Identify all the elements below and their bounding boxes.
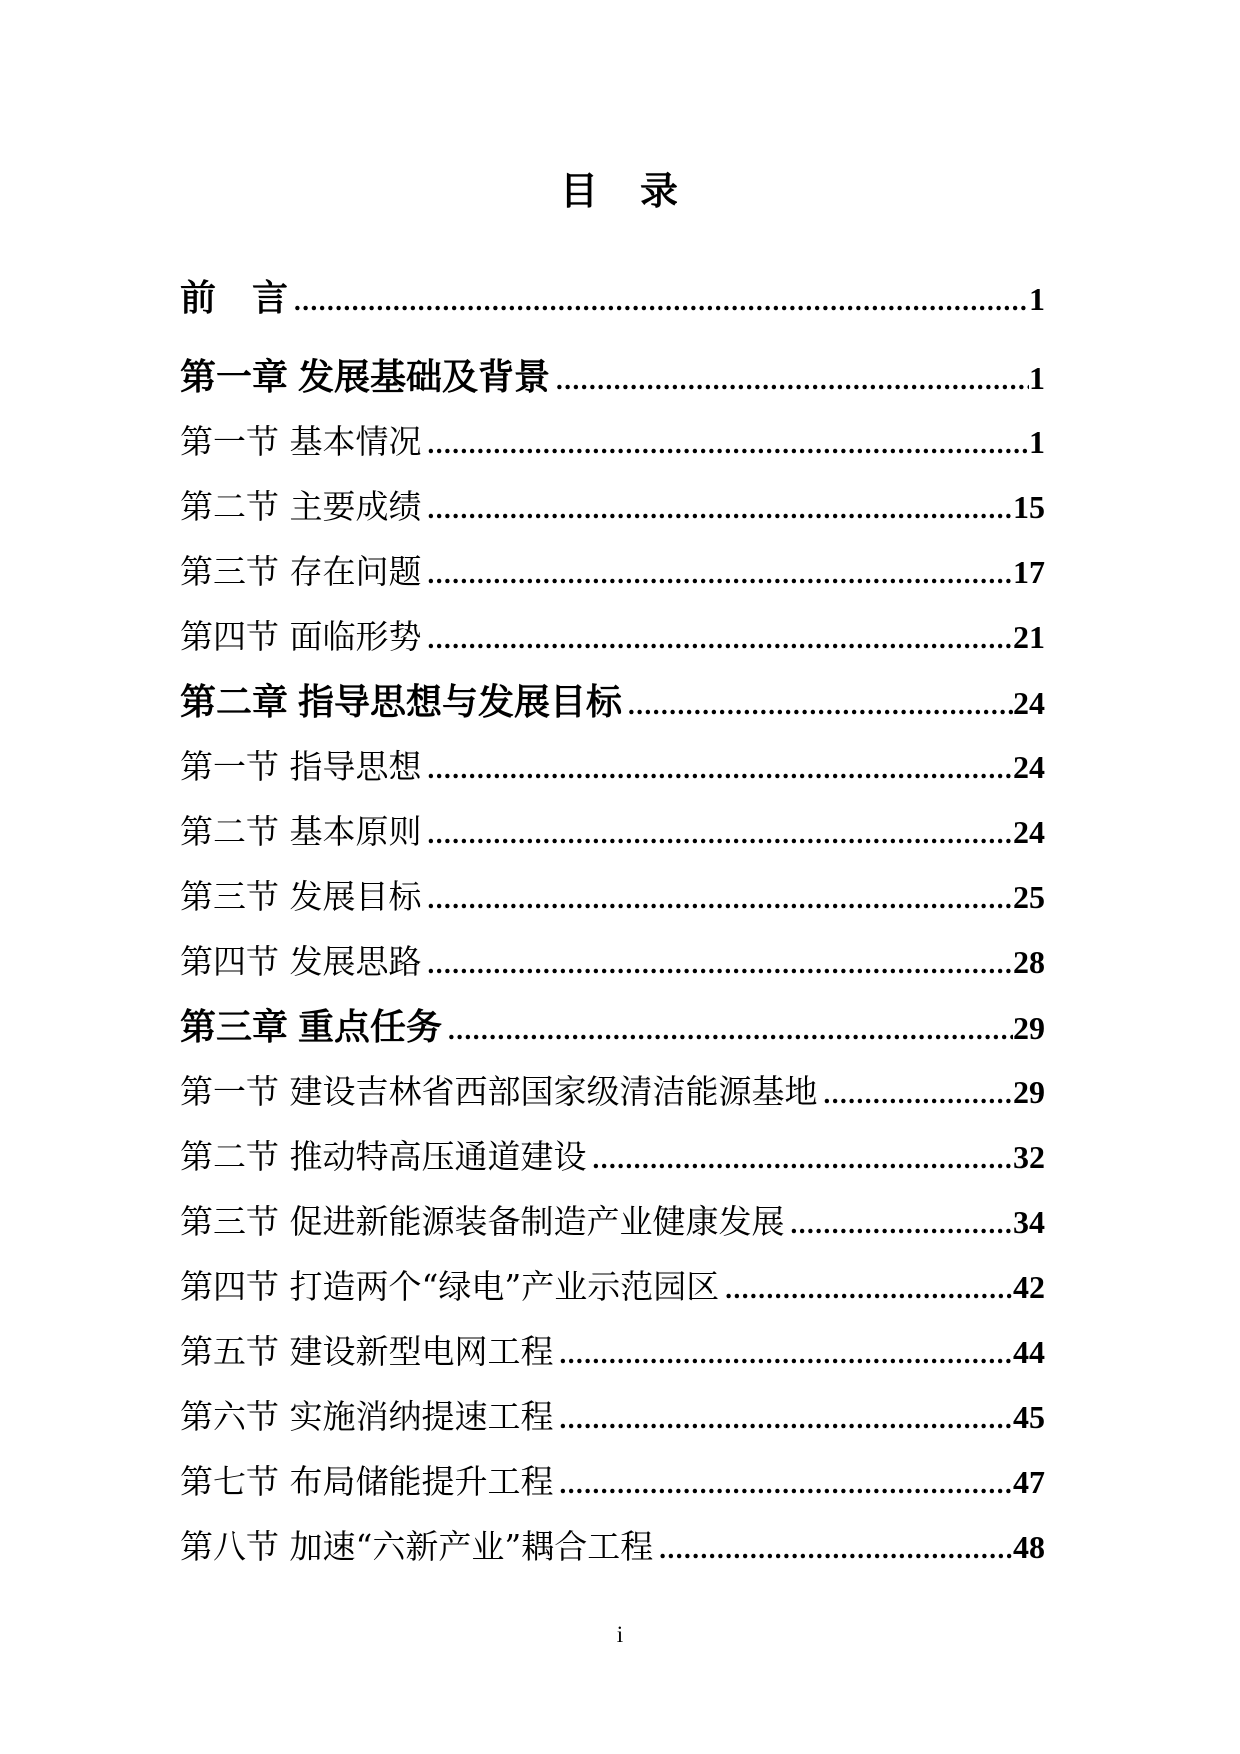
toc-entry-label: 第一节 建设吉林省西部国家级清洁能源基地 [180, 1072, 818, 1111]
toc-entry-label: 第七节 布局储能提升工程 [180, 1462, 554, 1501]
toc-dot-leader [791, 1192, 1014, 1257]
toc-dot-leader [448, 998, 1013, 1063]
toc-title: 目 录 [559, 171, 680, 213]
toc-entry[interactable] [180, 799, 1045, 864]
toc-entry-label: 第五节 建设新型电网工程 [180, 1332, 554, 1371]
toc-entry-page: 47 [1013, 1464, 1045, 1500]
toc-dot-leader [659, 1517, 1013, 1582]
toc-entry-label: 第八节 加速“六新产业”耦合工程 [180, 1527, 654, 1566]
toc-dot-leader [593, 1127, 1014, 1192]
toc-entry-label: 第三章 重点任务 [180, 1006, 443, 1047]
toc-entry-label: 第四节 面临形势 [180, 617, 422, 656]
toc-dot-leader [428, 932, 1014, 997]
toc-dot-leader [560, 1387, 1014, 1452]
toc-dot-leader [556, 348, 1029, 413]
toc-entry[interactable] [180, 1449, 1045, 1514]
toc-entry-label: 第三节 发展目标 [180, 877, 422, 916]
toc-entry-page: 15 [1013, 489, 1045, 525]
toc-entry-page: 48 [1013, 1529, 1045, 1565]
toc-entry-page: 34 [1013, 1204, 1045, 1240]
toc-entry-label: 第四节 发展思路 [180, 942, 422, 981]
toc-entry[interactable] [180, 539, 1045, 604]
toc-entry[interactable] [180, 1254, 1045, 1319]
toc-entry-page: 1 [1029, 281, 1045, 317]
toc-entry[interactable] [180, 474, 1045, 539]
toc-entry-label: 第二节 推动特高压通道建设 [180, 1137, 587, 1176]
toc-dot-leader [428, 477, 1014, 542]
toc-entry-label: 前 言 [180, 277, 289, 318]
toc-entry[interactable] [180, 1384, 1045, 1449]
toc-dot-leader [725, 1257, 1013, 1322]
toc-entry-label: 第一节 指导思想 [180, 747, 422, 786]
toc-entry[interactable] [180, 1319, 1045, 1384]
toc-entry-label: 第二节 主要成绩 [180, 487, 422, 526]
toc-entry[interactable] [180, 734, 1045, 799]
toc-dot-leader [428, 542, 1014, 607]
toc-entry[interactable] [180, 929, 1045, 994]
toc-entry-page: 1 [1029, 360, 1045, 396]
toc-entry-page: 24 [1013, 685, 1045, 721]
toc-entry[interactable] [180, 1059, 1045, 1124]
toc-dot-leader [428, 737, 1014, 802]
toc-dot-leader [428, 412, 1030, 477]
toc-entry-page: 45 [1013, 1399, 1045, 1435]
toc-entry[interactable] [180, 344, 1045, 409]
toc-entry-page: 28 [1013, 944, 1045, 980]
toc-entry-page: 25 [1013, 879, 1045, 915]
toc-entry-label: 第二节 基本原则 [180, 812, 422, 851]
toc-entry[interactable] [180, 409, 1045, 474]
toc-list [180, 265, 1045, 1579]
toc-entry-page: 21 [1013, 619, 1045, 655]
toc-entry-page: 17 [1013, 554, 1045, 590]
toc-dot-leader [294, 269, 1029, 334]
toc-entry[interactable] [180, 1189, 1045, 1254]
toc-dot-leader [428, 607, 1014, 672]
toc-entry-label: 第三节 促进新能源装备制造产业健康发展 [180, 1202, 785, 1241]
toc-entry-page: 29 [1013, 1010, 1045, 1046]
toc-entry[interactable] [180, 669, 1045, 734]
toc-entry-label: 第六节 实施消纳提速工程 [180, 1397, 554, 1436]
toc-dot-leader [628, 673, 1013, 738]
toc-entry-label: 第二章 指导思想与发展目标 [180, 681, 623, 722]
toc-dot-leader [824, 1062, 1014, 1127]
toc-entry-page: 1 [1029, 424, 1045, 460]
toc-entry-page: 24 [1013, 814, 1045, 850]
toc-entry-label: 第一章 发展基础及背景 [180, 356, 551, 397]
toc-entry-label: 第四节 打造两个“绿电”产业示范园区 [180, 1267, 720, 1306]
toc-dot-leader [560, 1322, 1014, 1387]
toc-entry-label: 第一节 基本情况 [180, 422, 422, 461]
toc-dot-leader [428, 802, 1014, 867]
toc-entry[interactable] [180, 1514, 1045, 1579]
toc-entry-page: 24 [1013, 749, 1045, 785]
toc-entry[interactable] [180, 994, 1045, 1059]
toc-entry-page: 42 [1013, 1269, 1045, 1305]
toc-entry-page: 29 [1013, 1074, 1045, 1110]
toc-entry-page: 32 [1013, 1139, 1045, 1175]
toc-entry[interactable] [180, 1124, 1045, 1189]
toc-entry[interactable] [180, 864, 1045, 929]
toc-dot-leader [428, 867, 1014, 932]
toc-dot-leader [560, 1452, 1014, 1517]
toc-entry[interactable] [180, 604, 1045, 669]
toc-entry-page: 44 [1013, 1334, 1045, 1370]
toc-entry-label: 第三节 存在问题 [180, 552, 422, 591]
toc-entry[interactable] [180, 265, 1045, 330]
page-number-footer: i [616, 1622, 624, 1647]
